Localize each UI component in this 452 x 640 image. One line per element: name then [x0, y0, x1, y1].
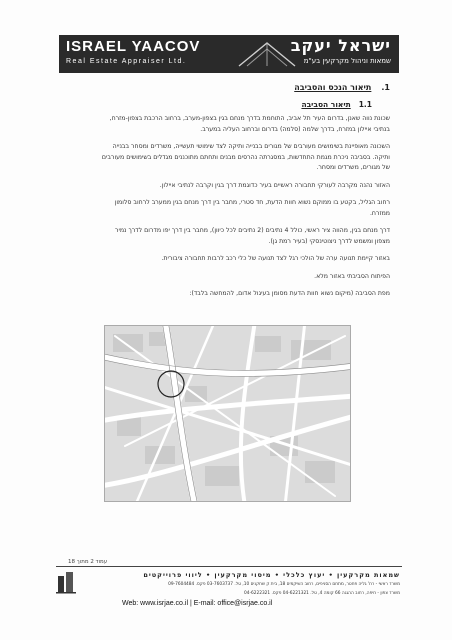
section-title: תיאור הנכס והסביבה [294, 83, 372, 92]
footer-divider [56, 566, 402, 567]
brand-hebrew [291, 38, 391, 65]
body-text [100, 114, 390, 307]
company-tagline-en: Real Estate Appraiser Ltd. [66, 58, 187, 65]
paragraph: דרך מנחם בגין, מהווה ציר ראשי, כולל 4 נתיבים (2 נתיבים לכל כיוון), מחבר בין דרך יפו מדרום לדרך נמיר מצפון ומשמש לדרך ניצוטינסקי (בעיר רמת גן). [114, 227, 390, 245]
building-logo-icon [56, 570, 76, 594]
street-map-graphic [105, 326, 350, 501]
paragraph: האזור נהנה מקרבה לעורקי תחבורה ראשיים בעיר כדוגמת דרך בגין וקרבה לנתיבי איילון. [159, 181, 390, 189]
section-heading [294, 83, 390, 92]
paragraph: באזור קיימת תנועה ערה של הולכי רגל לצד תנועה של כלי רכב לרבות תחבורה ציבורית. [161, 255, 390, 262]
footer-web-contact: Web: www.isrjae.co.il | E-mail: office@isrjae.co.il [122, 600, 273, 607]
company-name-en: ISRAEL YAACOV [66, 38, 201, 55]
paragraph: הפיתוח הסביבתי באזור מלא. [314, 272, 390, 280]
subsection-heading [301, 100, 372, 109]
paragraph: רחוב הגליל, בקטע בו ממוקם נשוא חוות הדעת, חד סטרי, מחבר בין דרך מנחם בגין ממערב לרחוב סלומון ממזרח. [114, 199, 390, 217]
footer-head-office: משרד ראשי - רח' גליה פחטר, מתחם הסניפים, רחוב השיקמים 18, בית ק שחקנים 10, טל. 03-7603737 פקס. 09-7604484 [168, 582, 400, 587]
paragraph: שכונת נווה שאנן, בדרום העיר תל אביב, התוחמת בדרך מנחם בגין בצפון-מערב, ברחוב הרכבת בצפון-מזרח, בנתיבי איילון במזרח, בדרך שלמה (סלמה) בדרום וברחוב העליה במערב. [109, 115, 390, 133]
footer-branch-office: משרד צפון - חיפה, רחוב ההגנה 66 קומה 4, טל. 04-6221321 פקס. 04-6222321 [243, 591, 400, 596]
letterhead-banner [59, 35, 399, 73]
area-map [104, 325, 351, 502]
brand-english [66, 39, 200, 65]
section-number: 1. [381, 83, 390, 92]
footer-services: שמאות מקרקעין • יעוץ כלכלי • מיסוי מקרקעין • ליווי פרוייקטים [143, 571, 400, 579]
map-caption: מפת הסביבה (מיקום נשוא חוות הדעת מסומן בעיגול אדום, להמחשה בלבד): [189, 290, 390, 297]
page-number: עמוד 2 מתוך 18 [68, 559, 108, 565]
company-logo-icon [237, 40, 297, 68]
company-tagline-he: שמאות וניהול מקרקעין בע"מ [303, 57, 391, 65]
subsection-title: תיאור הסביבה [301, 100, 351, 109]
company-name-he: ישראל יעקב [290, 36, 391, 55]
subsection-number: 1.1 [358, 100, 372, 109]
paragraph: השכונה מאופיינת בשימושים מעורבים של מגורים בבנייה ותיקה לצד שימושי תעשייה, משרדים ומסחר בבנייה ותיקה. בסביבה ניכרת מגמת התחדשות, במסגרתה נהרסים מבנים ותחתם מתוכננים מגדלים בשימושים מעורבים של מגורים, משרדים ומסחר. [101, 143, 390, 171]
